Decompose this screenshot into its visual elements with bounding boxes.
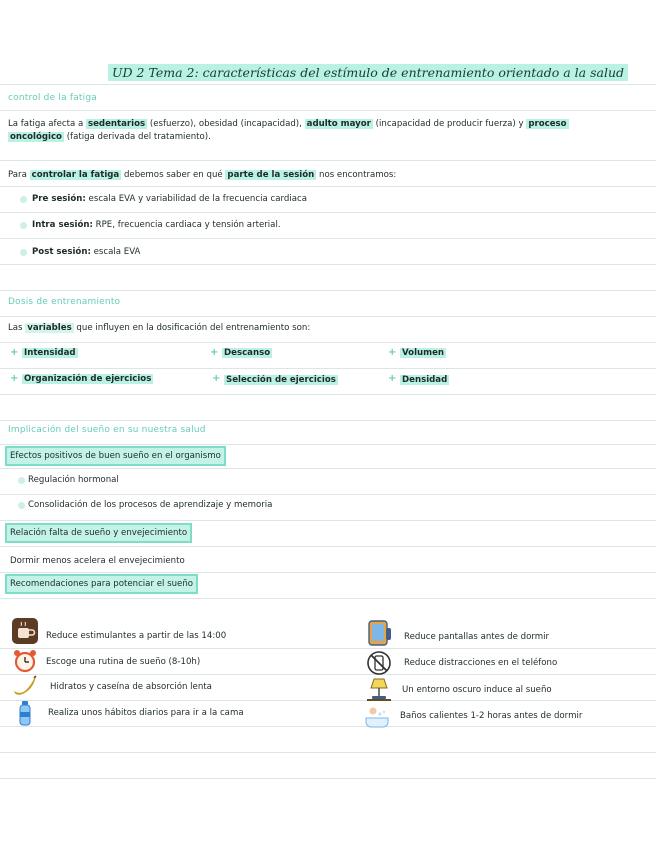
rec-left-item: Realiza unos hábitos diarios para ir a la cama <box>48 708 244 718</box>
plus-icon: + <box>212 373 221 384</box>
alarm-clock-icon <box>12 648 38 674</box>
variable-item: Densidad <box>402 375 448 385</box>
bullet-dot <box>20 196 27 203</box>
section-heading-fatigue: control de la fatiga <box>8 93 97 103</box>
rec-left-item: Hidratos y caseína de absorción lenta <box>50 682 212 692</box>
bullet-dot <box>18 502 25 509</box>
rec-right-item: Un entorno oscuro induce al sueño <box>402 685 552 695</box>
page-title: UD 2 Tema 2: características del estímulo de entrenamiento orientado a la salud <box>108 64 628 81</box>
plus-icon: + <box>10 373 19 384</box>
lamp-icon <box>366 676 392 702</box>
section-heading-sleep: Implicación del sueño en su nuestra salud <box>8 425 206 435</box>
variable-item: Selección de ejercicios <box>226 375 336 385</box>
plus-icon: + <box>10 347 19 358</box>
no-phone-icon <box>366 650 392 676</box>
bullet-dot <box>18 477 25 484</box>
coffee-icon <box>12 618 38 644</box>
phase-intra-session: Intra sesión: RPE, frecuencia cardiaca y tensión arterial. <box>32 220 281 230</box>
rec-right-item: Baños calientes 1-2 horas antes de dormir <box>400 711 583 721</box>
positive-effects-box: Efectos positivos de buen sueño en el organismo <box>5 446 226 466</box>
positive-item: Regulación hormonal <box>28 475 119 485</box>
banana-icon <box>12 674 38 700</box>
variable-item: Organización de ejercicios <box>24 374 152 384</box>
recommendations-box: Recomendaciones para potenciar el sueño <box>5 574 198 594</box>
variable-item: Descanso <box>224 348 271 358</box>
plus-icon: + <box>210 347 219 358</box>
variable-item: Intensidad <box>24 348 76 358</box>
dosage-intro: Las variables que influyen en la dosificación del entrenamiento son: <box>8 323 311 333</box>
bullet-dot <box>20 249 27 256</box>
variable-item: Volumen <box>402 348 445 358</box>
bath-icon <box>364 704 390 730</box>
rec-left-item: Reduce estimulantes a partir de las 14:00 <box>46 631 227 641</box>
aging-box: Relación falta de sueño y envejecimiento <box>5 523 192 543</box>
fatigue-control-paragraph: Para controlar la fatiga debemos saber en qué parte de la sesión nos encontramos: <box>8 170 397 180</box>
section-heading-dosage: Dosis de entrenamiento <box>8 297 121 307</box>
fatigue-paragraph-line1: La fatiga afecta a sedentarios (esfuerzo), obesidad (incapacidad), adulto mayor (incapacidad de producir fuerza) y proceso <box>8 119 567 129</box>
rec-right-item: Reduce distracciones en el teléfono <box>404 658 558 668</box>
plus-icon: + <box>388 373 397 384</box>
water-bottle-icon <box>12 700 38 726</box>
plus-icon: + <box>388 347 397 358</box>
rec-right-item: Reduce pantallas antes de dormir <box>404 632 550 642</box>
positive-item: Consolidación de los procesos de aprendizaje y memoria <box>28 500 273 510</box>
rec-left-item: Escoge una rutina de sueño (8-10h) <box>46 657 201 667</box>
tablet-icon <box>366 620 392 646</box>
aging-text: Dormir menos acelera el envejecimiento <box>10 556 185 566</box>
bullet-dot <box>20 222 27 229</box>
fatigue-paragraph-line2: oncológico (fatiga derivada del tratamiento). <box>10 132 211 142</box>
phase-post-session: Post sesión: escala EVA <box>32 247 141 257</box>
phase-pre-session: Pre sesión: escala EVA y variabilidad de la frecuencia cardiaca <box>32 194 307 204</box>
